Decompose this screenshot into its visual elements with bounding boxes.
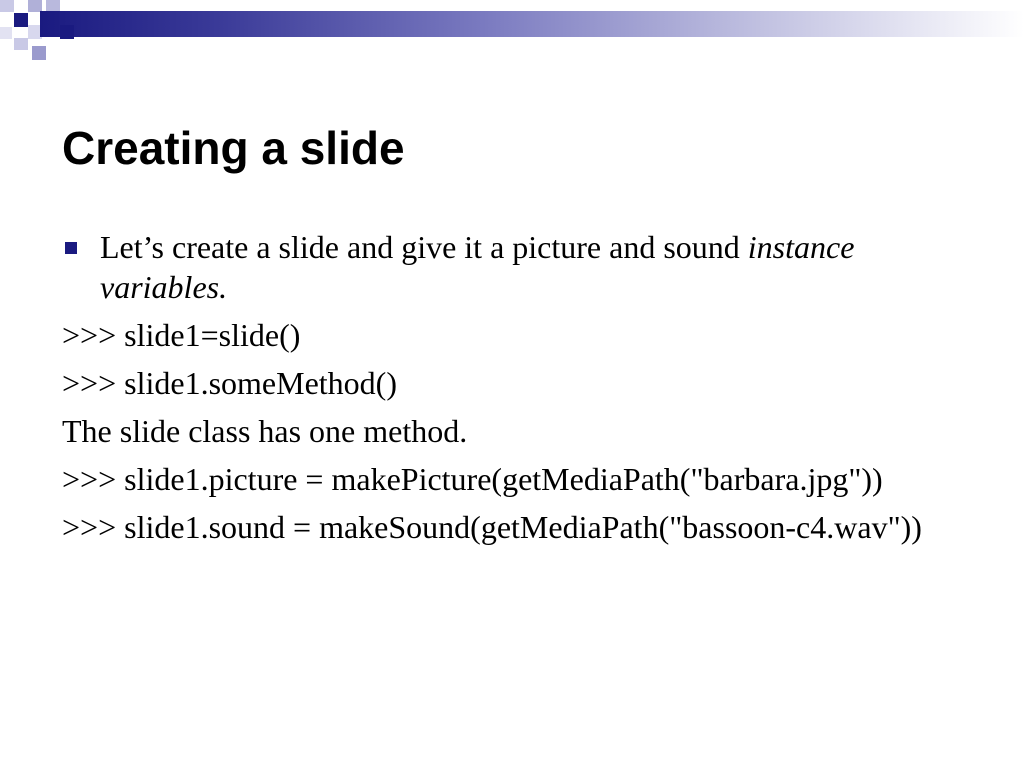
decor-square xyxy=(14,38,28,50)
text-line: The slide class has one method. xyxy=(62,413,468,449)
bullet-text: Let’s create a slide and give it a picture and sound xyxy=(100,229,740,265)
square-bullet-icon xyxy=(65,242,77,254)
slide-title: Creating a slide xyxy=(62,122,405,174)
bullet-italic-text: instance variables. xyxy=(100,229,855,305)
slide-body xyxy=(62,227,962,555)
decor-square xyxy=(0,0,14,12)
decor-square xyxy=(14,13,28,27)
bullet-item xyxy=(62,227,962,307)
decor-square xyxy=(60,25,74,39)
decor-square xyxy=(0,27,12,39)
decor-square xyxy=(32,46,46,60)
code-line: >>> slide1.someMethod() xyxy=(62,365,397,401)
code-line: >>> slide1=slide() xyxy=(62,317,301,353)
code-line: >>> slide1.sound = makeSound(getMediaPath("bassoon-c4.wav")) xyxy=(62,509,922,545)
code-line: >>> slide1.picture = makePicture(getMediaPath("barbara.jpg")) xyxy=(62,461,883,497)
header-gradient-band xyxy=(40,11,1024,37)
